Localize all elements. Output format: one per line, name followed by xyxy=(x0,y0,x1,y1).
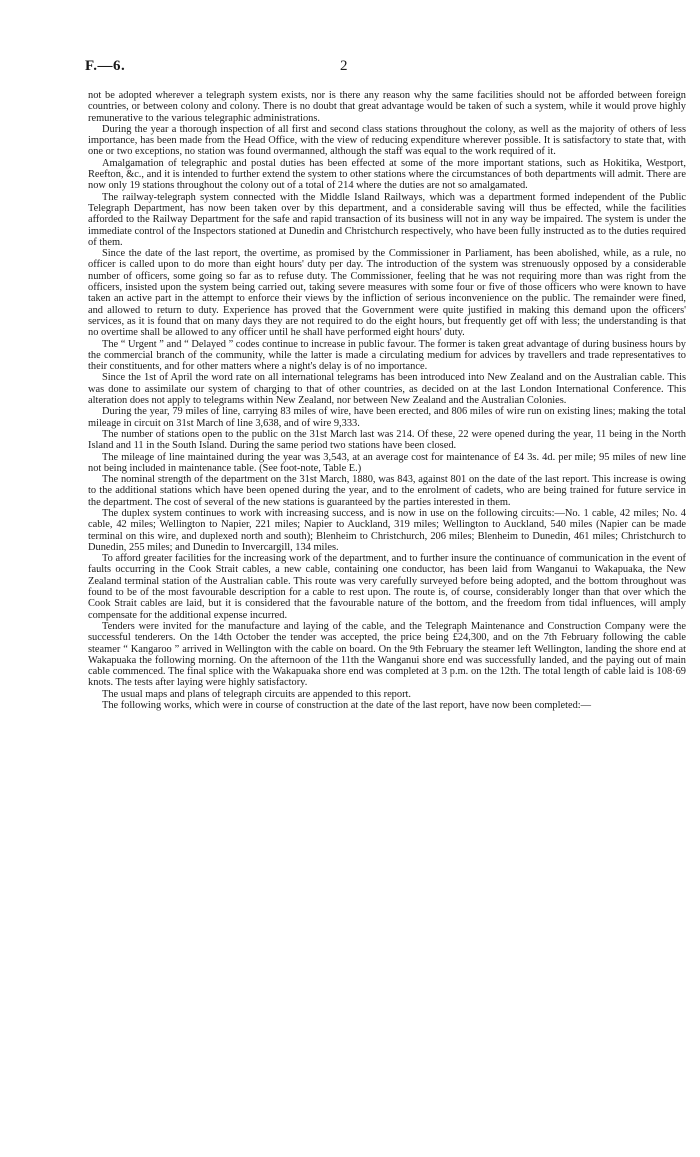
paragraph-railway-telegraph: The railway-telegraph system connected with the Middle Island Railways, which was a department formed independent of the Public Telegraph Department, has now been taken over by this department, and a considerable saving will thus be effected, while the facilities afforded to the Railway Department for the safe and rapid transaction of its business will not in any way be impaired. The system is under the immediate control of the Inspectors stationed at Dunedin and Christchurch respectively, who have been fully instructed as to the duties required of them. xyxy=(88,191,686,248)
page-header xyxy=(85,58,686,80)
document-reference: F.—6. xyxy=(85,58,126,74)
paragraph-duplex: The duplex system continues to work with increasing success, and is now in use on the following circuits:—No. 1 cable, 42 miles; No. 4 cable, 42 miles; Wellington to Napier, 221 miles; Napier to Auckland, 319 miles; Wellington to Auckland, 540 miles (Napier can be made terminal on this wire, and duplexed north and south); Blenheim to Christchurch, 206 miles; Blenheim to Dunedin, 461 miles; Christchurch to Dunedin, 255 miles; and Dunedin to Invercargill, 134 miles. xyxy=(88,507,686,553)
page-number: 2 xyxy=(340,58,348,74)
paragraph-tenders: Tenders were invited for the manufacture and laying of the cable, and the Telegraph Maintenance and Construction Company were the successful tenderers. On the 14th October the tender was accepted, the price being £24,300, and on the 7th February following the cable steamer “ Kangaroo ” arrived in Wellington with the cable on board. On the 9th February the steamer left Wellington, landing the shore end at Wakapuaka the following morning. On the afternoon of the 11th the Wanganui shore end was successfully landed, and the paying out of main cable commenced. The final splice with the Wakapuaka shore end was completed at 3 p.m. on the 12th. The total length of cable laid is 108·69 knots. The tests after laying were highly satisfactory. xyxy=(88,620,686,689)
paragraph-line-mileage: During the year, 79 miles of line, carrying 83 miles of wire, have been erected, and 806 miles of wire run on existing lines; making the total mileage in circuit on 31st March of line 3,638, and of wire 9,333. xyxy=(88,406,686,429)
paragraph-maintenance: The mileage of line maintained during the year was 3,543, at an average cost for maintenance of £4 3s. 4d. per mile; 95 miles of new line not being included in maintenance table. (See foot-note, Table E.) xyxy=(88,451,686,474)
paragraph-works-completed: The following works, which were in course of construction at the date of the last report, have now been completed:— xyxy=(102,700,592,712)
paragraph-word-rate: Since the 1st of April the word rate on all international telegrams has been introduced into New Zealand and on the Australian cable. This was done to assimilate our system of charging to that of other countries, as decided on at the last London International Conference. This alteration does not apply to telegrams within New Zealand, nor between New Zealand and the Australian Colonies. xyxy=(88,372,686,407)
paragraph-overtime: Since the date of the last report, the overtime, as promised by the Commissioner in Parliament, has been abolished, while, as a rule, no officer is called upon to do more than eight hours' duty per day. The introduction of the system was strenuously opposed by a considerable number of officers, some going so far as to refuse duty. The Commissioner, feeling that he was not requiring more than was right from the officers, insisted upon the system being carried out, taking severe measures with some four or five of those officers who were known to have taken an active part in the attempt to enforce their views by the infliction of serious inconvenience on the public. The remainder were fined, and allowed to return to duty. Experience has proved that the Government were quite justified in making this demand upon the officers' services, as it is found that on many days they are not required to do the eight hours, but frequently get off with less; the understanding is that no overtime shall be allowed to any officer until he shall have performed eight hours' duty. xyxy=(88,248,686,339)
paragraph-amalgamation: Amalgamation of telegraphic and postal duties has been effected at some of the more important stations, such as Hokitika, Westport, Reefton, &c., and it is intended to further extend the system to other stations where the circumstances of both departments will admit. There are now only 19 stations throughout the colony out of a total of 214 where the duties are not so amalgamated. xyxy=(88,157,686,192)
paragraph-codes: The “ Urgent ” and “ Delayed ” codes continue to increase in public favour. The former is taken great advantage of during business hours by the commercial branch of the community, while the latter is made a circulating medium for advices by travellers and trade representatives to their constituents, and for other matters where a night's delay is of no importance. xyxy=(88,338,686,373)
document-page xyxy=(85,58,686,712)
paragraph-maps: The usual maps and plans of telegraph circuits are appended to this report. xyxy=(102,688,412,700)
paragraph-staff-strength: The nominal strength of the department on the 31st March, 1880, was 843, against 801 on the date of the last report. This increase is owing to the additional stations which have been opened during the year, and to the enrolment of cadets, who are being trained for future service in the department. The cost of several of the new stations is guaranteed by the parties interested in them. xyxy=(88,474,686,508)
paragraph-stations: The number of stations open to the public on the 31st March last was 214. Of these, 22 were opened during the year, 11 being in the North Island and 11 in the South Island. During the same period two stations have been closed. xyxy=(88,428,686,452)
body-text xyxy=(88,90,686,711)
paragraph-inspection: During the year a thorough inspection of all first and second class stations throughout the colony, as well as the majority of others of less importance, has been made from the Head Office, with the view of reducing expenditure wherever possible. It is satisfactory to state that, with one or two exceptions, no station was found overmanned, although the staff was equal to the work required of it. xyxy=(88,123,686,158)
paragraph-continuation: not be adopted wherever a telegraph system exists, nor is there any reason why the same facilities should not be afforded between foreign countries, or between colony and colony. There is no doubt that great advantage would be taken of such a system, while it would prove highly remunerative to the various telegraphic administrations. xyxy=(88,90,686,124)
paragraph-new-cable: To afford greater facilities for the increasing work of the department, and to further insure the continuance of communication in the event of faults occurring in the Cook Strait cables, a new cable, containing one conductor, has been laid from Wanganui to Wakapuaka, the New Zealand terminal station of the Australian cable. This route was very carefully surveyed before being adopted, and the bottom throughout was found to be of the most favourable description for a cable to rest upon. The route is, of course, considerably longer than that over which the Cook Strait cables are laid, but it is considered that the favourable nature of the bottom, and the freedom from tidal influences, will amply compensate for the additional expense incurred. xyxy=(88,553,686,621)
